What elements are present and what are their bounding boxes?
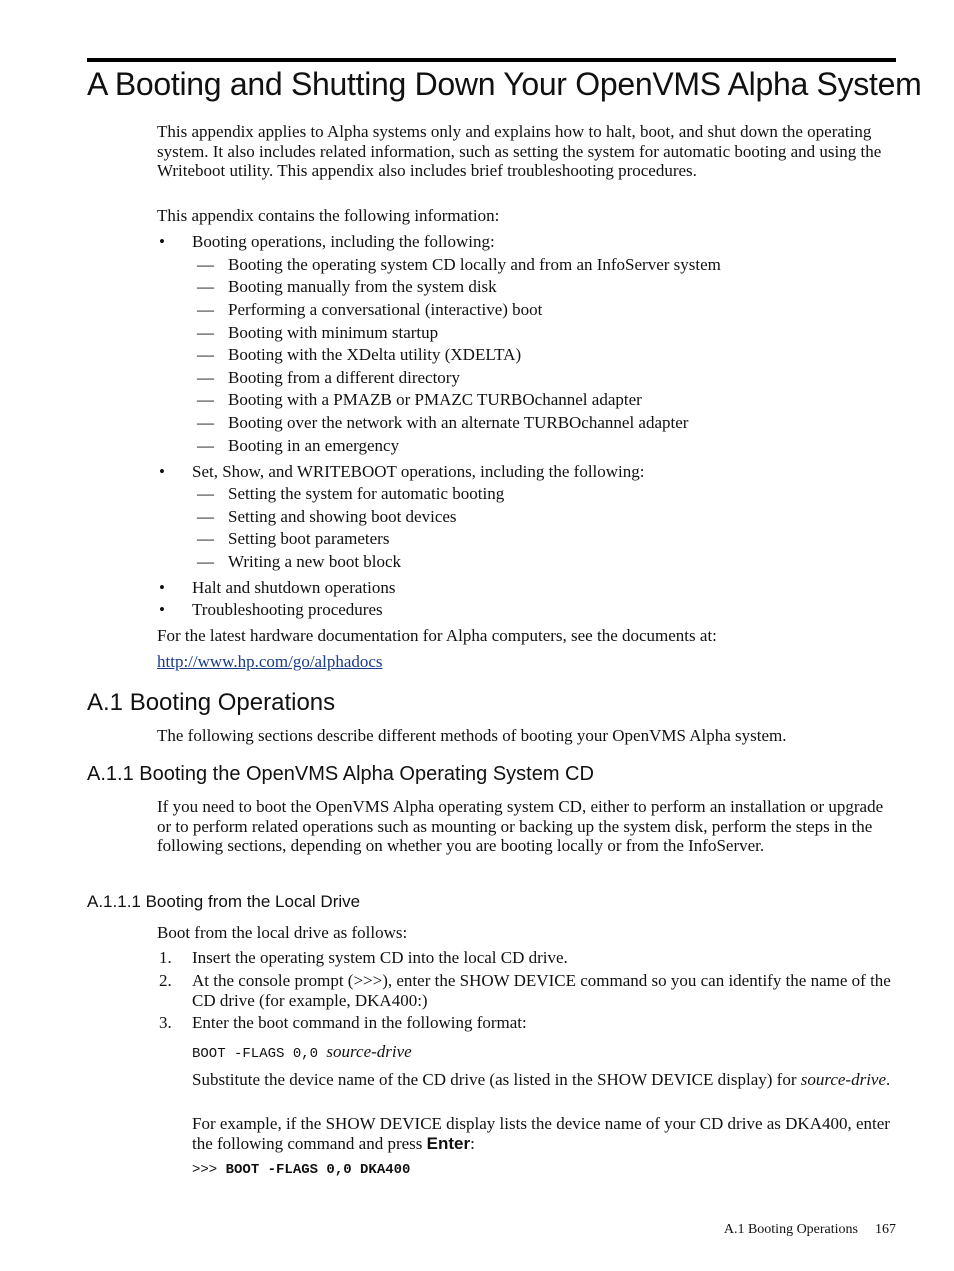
list-marker: —: [197, 277, 214, 296]
step-number: 2.: [159, 971, 172, 990]
latest-paragraph: For the latest hardware documentation for Alpha computers, see the documents at:: [157, 626, 717, 645]
step-text: At the console prompt (>>>), enter the SHOW DEVICE command so you can identify the name of the CD drive (for example, DKA400:): [192, 971, 891, 1010]
page-title: A Booting and Shutting Down Your OpenVMS Alpha System: [87, 66, 922, 102]
alphadocs-link[interactable]: http://www.hp.com/go/alphadocs: [157, 652, 383, 671]
list-item-text: Setting and showing boot devices: [228, 507, 457, 526]
list-item-text: Setting boot parameters: [228, 529, 390, 548]
code-boot-example: >>> BOOT -FLAGS 0,0 DKA400: [192, 1162, 411, 1178]
a1-paragraph: The following sections describe different methods of booting your OpenVMS Alpha system.: [157, 726, 787, 745]
list-marker: —: [197, 390, 214, 409]
list-marker: —: [197, 552, 214, 571]
heading-a111: A.1.1.1 Booting from the Local Drive: [87, 892, 361, 911]
list-marker: —: [197, 529, 214, 548]
list-marker: •: [159, 462, 165, 481]
list-item-text: Setting the system for automatic booting: [228, 484, 505, 503]
list-item-text: Booting from a different directory: [228, 368, 460, 387]
intro-paragraph: This appendix applies to Alpha systems only and explains how to halt, boot, and shut down the operating system. It also includes related information, such as setting the system for automatic booting and using the Writeboot utility. This appendix also includes brief troubleshooting procedures.: [157, 122, 882, 180]
list-item-text: Booting with a PMAZB or PMAZC TURBOchannel adapter: [228, 390, 642, 409]
page-number: 167: [875, 1222, 896, 1237]
a11-paragraph: If you need to boot the OpenVMS Alpha operating system CD, either to perform an installation or upgrade or to perform related operations such as mounting or backing up the system disk, perform the steps in the following sections, depending on whether you are booting locally or from the InfoServer.: [157, 797, 884, 855]
heading-a11: A.1.1 Booting the OpenVMS Alpha Operating System CD: [87, 763, 594, 785]
code-boot-format: BOOT -FLAGS 0,0 source-drive: [192, 1042, 412, 1062]
step-text: Insert the operating system CD into the local CD drive.: [192, 948, 568, 967]
list-marker: —: [197, 507, 214, 526]
step-text: Enter the boot command in the following format:: [192, 1013, 527, 1032]
list-marker: —: [197, 345, 214, 364]
title-rule: [87, 58, 896, 62]
list-item-text: Set, Show, and WRITEBOOT operations, including the following:: [192, 462, 645, 481]
step-number: 1.: [159, 948, 172, 967]
a111-paragraph: Boot from the local drive as follows:: [157, 923, 408, 942]
list-item-text: Booting with the XDelta utility (XDELTA): [228, 345, 522, 364]
footer-section: A.1 Booting Operations: [723, 1222, 858, 1237]
enter-key: Enter: [426, 1133, 471, 1153]
list-marker: •: [159, 232, 165, 251]
list-item-text: Booting in an emergency: [228, 436, 400, 455]
list-item-text: Booting manually from the system disk: [228, 277, 497, 296]
list-marker: —: [197, 413, 214, 432]
substitute-paragraph: Substitute the device name of the CD drive (as listed in the SHOW DEVICE display) for source-drive.: [192, 1070, 891, 1089]
step-number: 3.: [159, 1013, 172, 1032]
list-item-text: Booting the operating system CD locally and from an InfoServer system: [228, 255, 721, 274]
list-item-text: Booting with minimum startup: [228, 323, 439, 342]
list-item-text: Troubleshooting procedures: [192, 600, 383, 619]
list-item-text: Booting over the network with an alternate TURBOchannel adapter: [228, 413, 689, 432]
list-item-text: Writing a new boot block: [228, 552, 402, 571]
list-marker: •: [159, 578, 165, 597]
list-item-text: Performing a conversational (interactive) boot: [228, 300, 543, 319]
code-arg: source-drive: [326, 1042, 412, 1061]
list-marker: —: [197, 484, 214, 503]
list-marker: —: [197, 323, 214, 342]
example-paragraph: For example, if the SHOW DEVICE display lists the device name of your CD drive as DKA400, enter the following command and press Enter:: [192, 1114, 890, 1153]
heading-a1: A.1 Booting Operations: [87, 689, 336, 716]
list-marker: —: [197, 436, 214, 455]
step-item: [157, 1013, 899, 1033]
list-marker: —: [197, 300, 214, 319]
list-marker: —: [197, 368, 214, 387]
list-item-text: Halt and shutdown operations: [192, 578, 396, 597]
list-item-text: Booting operations, including the following:: [192, 232, 495, 251]
list-marker: —: [197, 255, 214, 274]
list-marker: •: [159, 600, 165, 619]
step-item: [157, 948, 899, 968]
contains-paragraph: This appendix contains the following information:: [157, 206, 500, 225]
step-item: [157, 971, 899, 1011]
